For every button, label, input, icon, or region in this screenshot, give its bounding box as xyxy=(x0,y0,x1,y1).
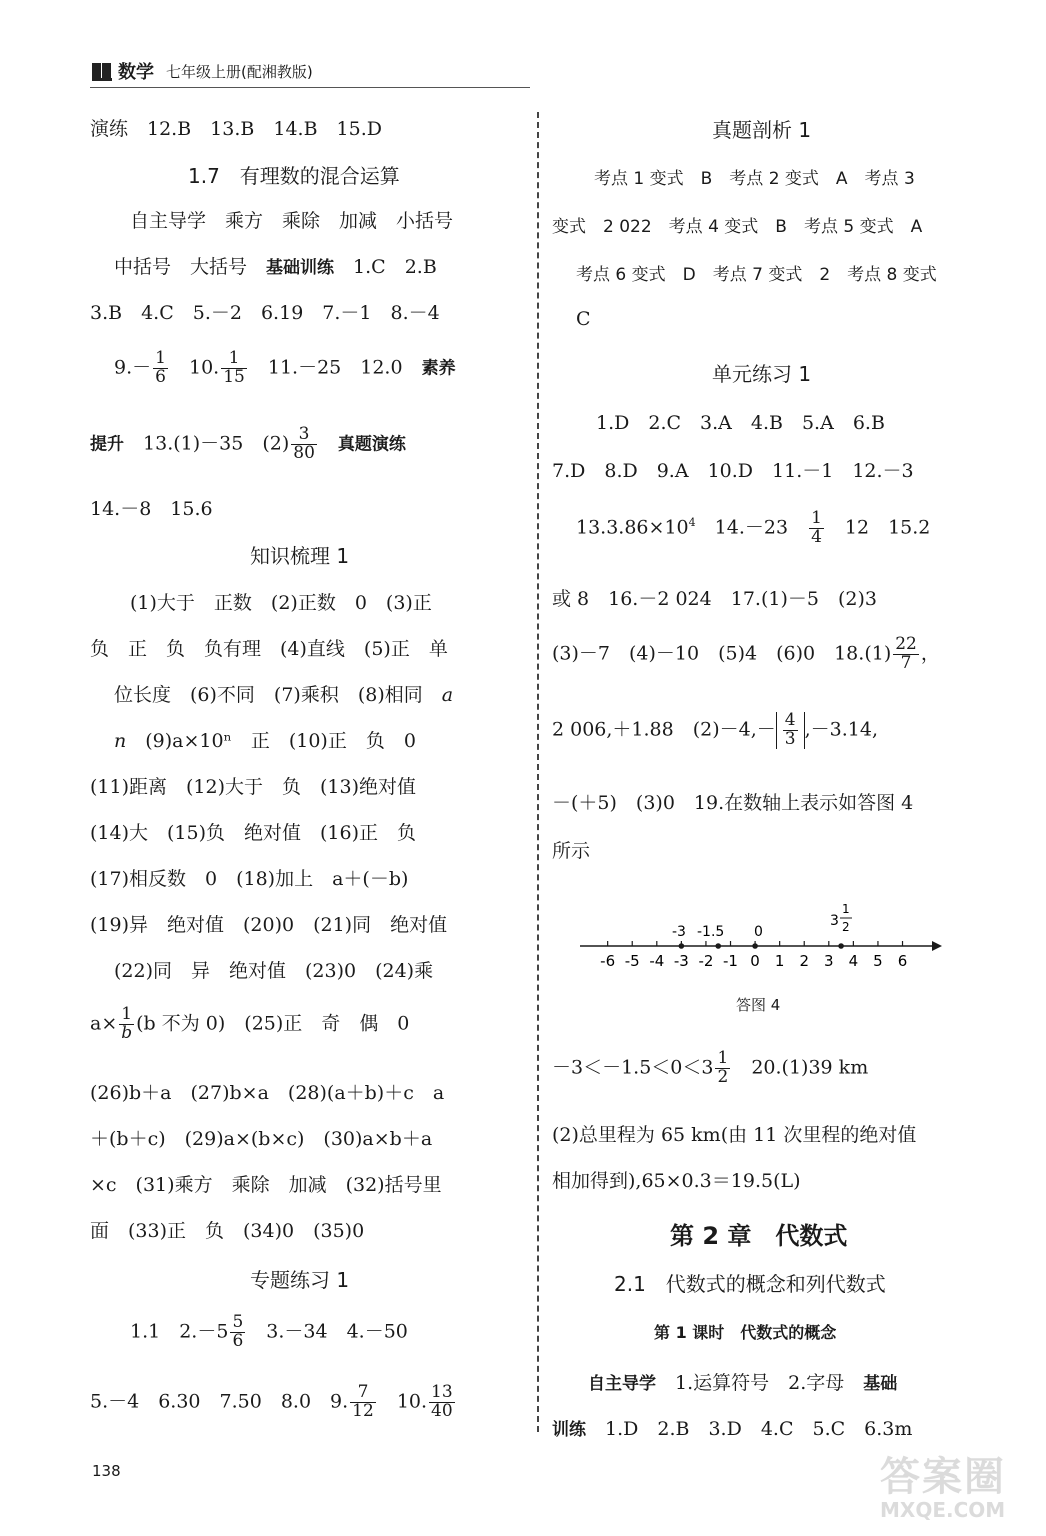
answer-line: C xyxy=(576,308,591,330)
answer-line: 相加得到),65×0.3＝19.5(L) xyxy=(552,1170,801,1192)
lesson-title: 第 1 课时 代数式的概念 xyxy=(654,1323,837,1342)
section-title-danyuan: 单元练习 1 xyxy=(712,362,812,386)
answer-line: 14.－8 15.6 xyxy=(90,498,213,520)
section-title-zhishi: 知识梳理 1 xyxy=(250,544,350,568)
answer-line: n (9)a×10ⁿ 正 (10)正 负 0 xyxy=(114,730,416,752)
point-label: -3 xyxy=(672,924,686,940)
label-xunlian: 训练 xyxy=(552,1420,586,1440)
answer-line: －3＜－1.5＜0＜3 $\frac{1}{2}$ 20.(1)39 km xyxy=(552,1048,869,1087)
page-header xyxy=(92,58,313,84)
watermark-url: MXQE.COM xyxy=(880,1498,1006,1522)
label-tisheng: 提升 xyxy=(90,434,124,455)
label-jichu: 基础训练 xyxy=(266,258,335,278)
section-title-zhenti: 真题剖析 1 xyxy=(712,118,812,142)
label-zhenti: 真题演练 xyxy=(337,434,406,455)
point-label: 0 xyxy=(754,924,763,940)
answer-line: 5.－4 6.30 7.50 8.0 9. $\frac{7}{12}$ 10. $\frac{13}{40}$ xyxy=(90,1382,453,1421)
axis-point xyxy=(752,943,758,949)
axis-tick-label: -3 xyxy=(673,952,689,970)
section-title-zhuanti: 专题练习 1 xyxy=(250,1268,350,1292)
answer-line: a× $\frac{1}{b}$ (b 不为 0) (25)正 奇 偶 0 xyxy=(90,1004,410,1043)
answer-line: 考点 1 变式 B 考点 2 变式 A 考点 3 xyxy=(594,169,915,189)
answer-line: (1)大于 正数 (2)正数 0 (3)正 xyxy=(130,592,432,614)
answer-line: 考点 6 变式 D 考点 7 变式 2 考点 8 变式 xyxy=(576,265,937,285)
answer-line: (3)－7 (4)－10 (5)4 (6)0 18.(1) $\frac{22}{7}$ ， xyxy=(552,634,940,673)
answer-line: 7.D 8.D 9.A 10.D 11.－1 12.－3 xyxy=(552,460,914,482)
number-line-figure xyxy=(580,890,950,970)
axis-tick-label: -1 xyxy=(723,952,738,970)
answer-line: 所示 xyxy=(552,840,591,862)
answer-line: 自主导学 1.运算符号 2.字母 基础 xyxy=(588,1372,898,1394)
axis-tick-label: 5 xyxy=(873,952,883,970)
page-number: 138 xyxy=(92,1462,121,1480)
column-divider xyxy=(537,112,539,1432)
answer-line: 9.－ $\frac{1}{6}$ 10. $\frac{1}{15}$ 11.－25 12.0 素养 xyxy=(114,348,456,387)
axis-point xyxy=(679,943,685,949)
answer-line: 负 正 负 负有理 (4)直线 (5)正 单 xyxy=(90,638,448,660)
answer-line: 位长度 (6)不同 (7)乘积 (8)相同 a xyxy=(114,684,454,706)
watermark xyxy=(880,1445,1030,1525)
answer-line: 2 006,＋1.88 (2)－4,－ $\frac{4}{3}$ ,－3.14, xyxy=(552,710,878,749)
axis-tick-label: 0 xyxy=(750,952,760,970)
axis-tick-label: -6 xyxy=(600,952,616,970)
answer-line: 或 8 16.－2 024 17.(1)－5 (2)3 xyxy=(552,588,877,610)
point-label: -1.5 xyxy=(697,924,725,940)
axis-tick-label: 1 xyxy=(774,952,785,970)
point-label: 2 xyxy=(842,920,850,934)
section-title-1-7: 1.7 有理数的混合运算 xyxy=(188,164,400,188)
answer-line: －(＋5) (3)0 19.在数轴上表示如答图 4 xyxy=(552,792,914,814)
axis-tick-label: 6 xyxy=(897,952,908,970)
label-jichu: 基础 xyxy=(863,1374,898,1394)
axis-tick-label: 3 xyxy=(824,952,834,970)
axis-point xyxy=(715,943,721,949)
header-grade: 七年级上册(配湘教版) xyxy=(166,62,313,81)
watermark-logo: 答案圈 xyxy=(880,1454,1006,1500)
label-zizhu: 自主导学 xyxy=(588,1374,656,1394)
answer-line: $13.3.86\times 10^4$ 14.－23 $\frac{1}{4}$ 12 15.2 xyxy=(576,508,931,547)
answer-line: (17)相反数 0 (18)加上 a＋(－b) xyxy=(90,868,409,890)
axis-arrow-icon xyxy=(932,941,942,951)
answer-line: (22)同 异 绝对值 (23)0 (24)乘 xyxy=(114,960,434,982)
section-title-2-1: 2.1 代数式的概念和列代数式 xyxy=(614,1272,886,1296)
figure-caption: 答图 4 xyxy=(736,996,781,1014)
point-label: 1 xyxy=(842,902,850,916)
header-subject: 数学 xyxy=(118,62,154,83)
answer-line: ×c (31)乘方 乘除 加减 (32)括号里 xyxy=(90,1174,442,1196)
header-rule xyxy=(90,87,530,88)
book-icon xyxy=(92,61,112,81)
axis-tick-label: 4 xyxy=(848,952,859,970)
answer-line: 变式 2 022 考点 4 变式 B 考点 5 变式 A xyxy=(552,217,923,237)
point-label: 3 xyxy=(830,913,839,929)
answer-line: 1.D 2.C 3.A 4.B 5.A 6.B xyxy=(596,412,885,434)
answer-line: ＋(b＋c) (29)a×(b×c) (30)a×b＋a xyxy=(90,1128,433,1150)
answer-line: 中括号 大括号 基础训练 1.C 2.B xyxy=(114,256,437,278)
axis-tick-label: -5 xyxy=(624,952,640,970)
answer-line: 1.1 2.－5 $\frac{5}{6}$ 3.－34 4.－50 xyxy=(130,1312,408,1351)
answer-line: (2)总里程为 65 km(由 11 次里程的绝对值 xyxy=(552,1124,917,1146)
chapter-title: 第 2 章 代数式 xyxy=(670,1222,848,1250)
answer-line: 3.B 4.C 5.－2 6.19 7.－1 8.－4 xyxy=(90,302,440,324)
axis-point xyxy=(838,943,844,949)
answer-line: (11)距离 (12)大于 负 (13)绝对值 xyxy=(90,776,417,798)
answer-line: (14)大 (15)负 绝对值 (16)正 负 xyxy=(90,822,417,844)
answer-line: 自主导学 乘方 乘除 加减 小括号 xyxy=(130,210,454,232)
answer-line: 演练 12.B 13.B 14.B 15.D xyxy=(90,118,382,140)
answer-line: (26)b＋a (27)b×a (28)(a＋b)＋c a xyxy=(90,1082,445,1104)
answer-line: 提升 13.(1)－35 (2) $\frac{3}{80}$ 真题演练 xyxy=(90,424,406,463)
answer-line: 面 (33)正 负 (34)0 (35)0 xyxy=(90,1220,365,1242)
axis-tick-label: 2 xyxy=(799,952,810,970)
answer-line: 训练 1.D 2.B 3.D 4.C 5.C 6.3m xyxy=(552,1418,913,1440)
answer-line: (19)异 绝对值 (20)0 (21)同 绝对值 xyxy=(90,914,448,936)
axis-tick-label: -2 xyxy=(698,952,714,970)
label-suyang: 素养 xyxy=(421,358,456,379)
axis-tick-label: -4 xyxy=(649,952,665,970)
